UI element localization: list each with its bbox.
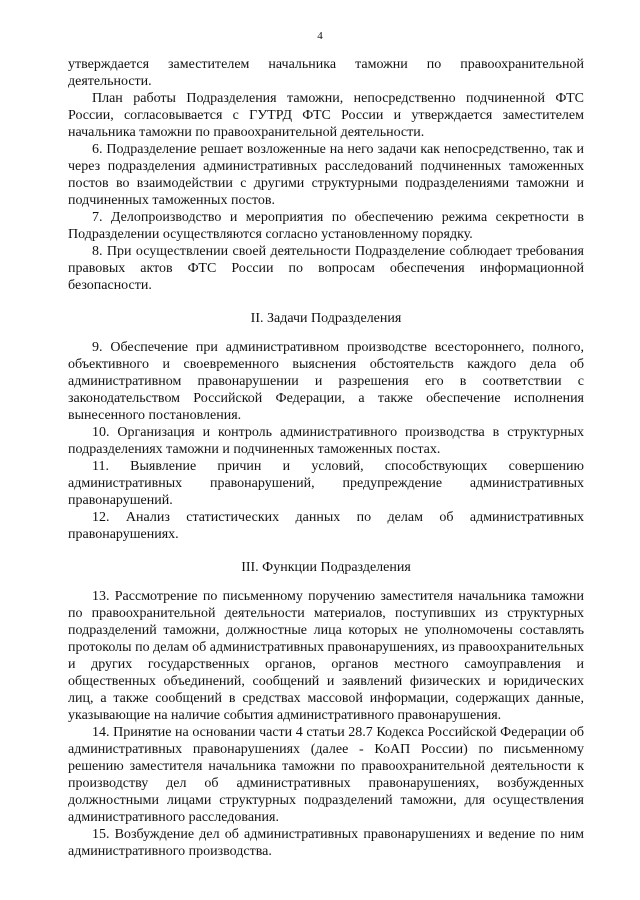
paragraph-13: 13. Рассмотрение по письменному поручению заместителя начальника таможни по правоохранительной деятельности материалов, поступивших из структурных подразделений таможни, должностные лица которых не уполномочены составлять протоколы по делам об административных правонарушениях, из правоохранительных и других государственных органов, органов местного самоуправления и общественных объединений, сообщений и заявлений физических и юридических лиц, а также сообщений в средствах массовой информации, содержащих данные, указывающие на наличие события административного правонарушения. [68,589,584,723]
paragraph-14: 14. Принятие на основании части 4 статьи 28.7 Кодекса Российской Федерации об административных правонарушениях (далее - КоАП России) по письменному решению заместителя начальника таможни по правоохранительной деятельности к производству дел об административных правонарушениях, возбужденных должностными лицами структурных подразделений таможни, для осуществления административного расследования. [68,725,584,825]
paragraph-15: 15. Возбуждение дел об административных правонарушениях и ведение по ним административного производства. [68,827,584,859]
document-body [68,56,584,860]
paragraph-10: 10. Организация и контроль административного производства в структурных подразделениях таможни и подчиненных таможенных постах. [68,425,584,457]
paragraph-work-plan: План работы Подразделения таможни, непосредственно подчиненной ФТС России, согласовывается с ГУТРД ФТС России и утверждается заместителем начальника таможни по правоохранительной деятельности. [68,91,584,140]
paragraph-12: 12. Анализ статистических данных по делам об административных правонарушениях. [68,510,584,542]
paragraph-7: 7. Делопроизводство и мероприятия по обеспечению режима секретности в Подразделении осуществляются согласно установленному порядку. [68,210,584,242]
page-number: 4 [317,30,323,42]
paragraph-11: 11. Выявление причин и условий, способствующих совершению административных правонарушений, предупреждение административных правонарушений. [68,459,584,508]
paragraph-8: 8. При осуществлении своей деятельности Подразделение соблюдает требования правовых актов ФТС России по вопросам обеспечения информационной безопасности. [68,244,584,293]
section-heading-functions: III. Функции Подразделения [241,560,411,575]
section-heading-tasks: II. Задачи Подразделения [250,311,402,326]
paragraph-continuation: утверждается заместителем начальника таможни по правоохранительной деятельности. [68,57,584,89]
paragraph-9: 9. Обеспечение при административном производстве всестороннего, полного, объективного и своевременного выяснения обстоятельств каждого дела об административном правонарушении и разрешения его в соответствии с законодательством Российской Федерации, а также обеспечение исполнения вынесенного постановления. [68,340,584,423]
paragraph-6: 6. Подразделение решает возложенные на него задачи как непосредственно, так и через подразделения административных расследований подчиненных таможенных постов во взаимодействии с другими структурными подразделениями таможни и подчиненных таможенных постов. [68,142,584,208]
